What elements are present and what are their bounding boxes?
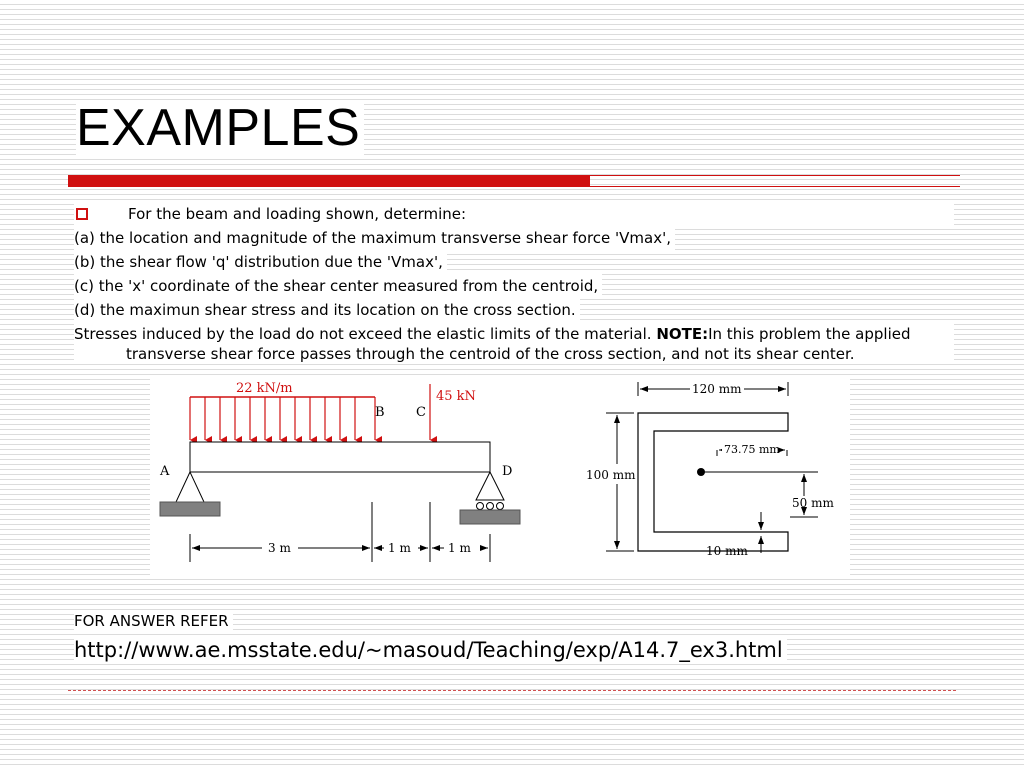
note-lead: Stresses induced by the load do not exceed the elastic limits of the material. — [74, 325, 657, 343]
distributed-load-label: 22 kN/m — [236, 381, 293, 396]
note-paragraph — [74, 324, 954, 364]
item-c: (c) the 'x' coordinate of the shear center measured from the centroid, — [74, 274, 602, 298]
note-rest: In this problem the applied transverse shear force passes through the centroid of the cross section, and not its shear center. — [126, 325, 911, 363]
dim-width: 120 mm — [692, 382, 742, 396]
dim-half-height: 50 mm — [792, 496, 834, 510]
item-b: (b) the shear flow 'q' distribution due the 'Vmax', — [74, 250, 447, 274]
intro-text: For the beam and loading shown, determine: — [128, 205, 467, 223]
answer-url: http://www.ae.msstate.edu/~masoud/Teaching/exp/A14.7_ex3.html — [74, 638, 787, 662]
square-bullet-icon — [76, 208, 88, 220]
bullet-item — [74, 202, 954, 226]
footer-divider — [68, 690, 956, 691]
problem-statement — [74, 202, 954, 364]
dim-bc: 1 m — [388, 541, 411, 555]
title-underline-thick — [68, 175, 590, 187]
item-d: (d) the maximun shear stress and its location on the cross section. — [74, 298, 580, 322]
label-b: B — [375, 405, 385, 420]
label-c: C — [416, 405, 426, 420]
dim-ab: 3 m — [268, 541, 291, 555]
slide-title: EXAMPLES — [76, 100, 364, 157]
item-a: (a) the location and magnitude of the maximum transverse shear force 'Vmax', — [74, 226, 675, 250]
dim-cd: 1 m — [448, 541, 471, 555]
label-a: A — [160, 464, 170, 479]
dim-thickness: 10 mm — [706, 544, 748, 558]
dim-centroid: 73.75 mm — [724, 443, 780, 456]
title-underline-thin-top — [590, 175, 960, 176]
point-load-label: 45 kN — [436, 389, 476, 404]
title-underline-thin-bottom — [590, 186, 960, 187]
note-label: NOTE: — [656, 325, 709, 343]
answer-label: FOR ANSWER REFER — [74, 612, 233, 630]
beam-and-section-diagram — [150, 376, 850, 576]
dim-height: 100 mm — [586, 468, 636, 482]
label-d: D — [502, 464, 513, 479]
beam-body — [190, 442, 490, 472]
